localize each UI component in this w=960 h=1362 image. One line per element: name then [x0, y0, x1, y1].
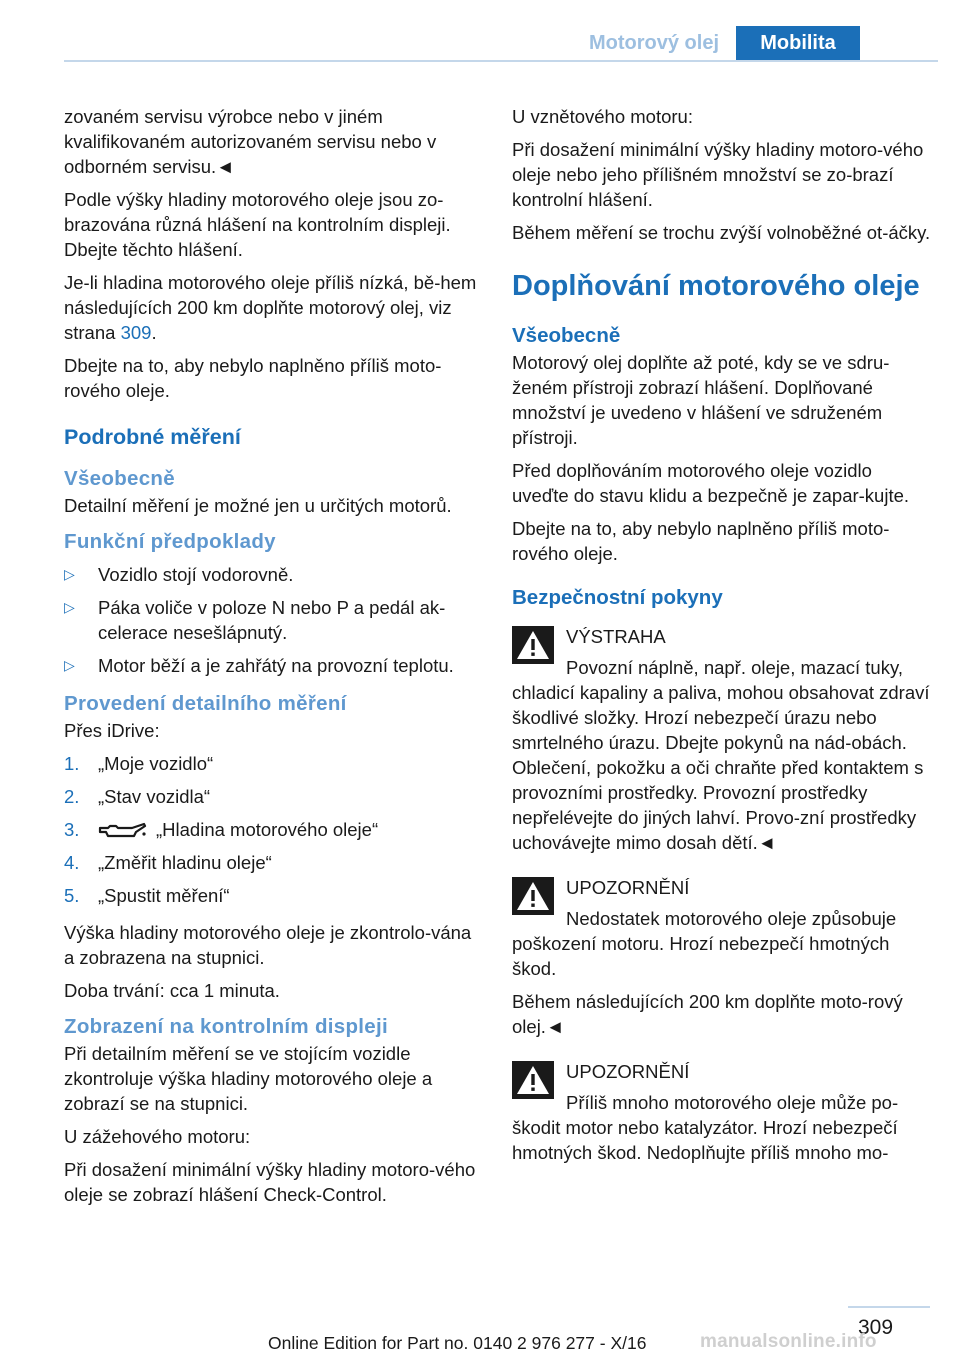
list-item: ▷ Páka voliče v poloze N nebo P a pedál ak‐celerace nesešlápnutý. [64, 597, 446, 643]
notice-text: poškození motoru. Hrozí nebezpečí hmotných škod. [512, 933, 890, 979]
heading-safety-notes: Bezpečnostní pokyny [512, 586, 723, 609]
warning-first-line: Povozní náplně, např. oleje, mazací tuky, [566, 657, 903, 678]
notice-text-2: Během následujících 200 km doplňte moto‐rový olej.◄ [512, 991, 903, 1037]
list-item: ▷ Motor běží a je zahřátý na provozní teplotu. [64, 655, 454, 676]
warning-box [512, 622, 932, 680]
steps-list [64, 751, 484, 908]
footer-edition: Online Edition for Part no. 0140 2 976 277 - X/16 [268, 1333, 647, 1353]
paragraph-messages: Podle výšky hladiny motorového oleje jsou zo‐brazována různá hlášení na kontrolním displeji. Dbejte těchto hlášení. [64, 189, 451, 260]
list-item: ▷ Vozidlo stojí vodorovně. [64, 564, 294, 585]
heading-topping-up: Doplňování motorového oleje [512, 270, 920, 302]
paragraph-detailed-general: Detailní měření je možné jen u určitých motorů. [64, 495, 452, 516]
list-item: 5. „Spustit měření“ [64, 885, 230, 906]
notice-title: UPOZORNĚNÍ [566, 1061, 690, 1082]
paragraph-diesel-minimum: Při dosažení minimální výšky hladiny motoro‐vého oleje nebo jeho přílišném množství se zo‐brazí kontrolní hlášení. [512, 139, 924, 210]
paragraph-duration: Doba trvání: cca 1 minuta. [64, 980, 280, 1001]
warning-text: chladicí kapaliny a paliva, mohou obsahovat zdraví škodlivé složky. Hrozí nebezpečí úrazu nebo smrtelného úrazu. Dbejte pokynů na nád‐obách. Oblečení, pokožku a oči chraňte před kontaktem s provozními prostředky. Provozní prostředky nepřelévejte do jiných lahví. Provo‐zní prostředky uchovávejte mimo dosah dětí.◄ [512, 682, 930, 853]
heading-display: Zobrazení na kontrolním displeji [64, 1015, 388, 1038]
header-chapter-tab: Mobilita [736, 26, 860, 60]
prerequisites-list [64, 562, 484, 678]
header-divider [64, 60, 938, 62]
heading-prerequisites: Funkční předpoklady [64, 530, 276, 553]
warning-triangle-icon [512, 626, 554, 664]
page-link[interactable]: 309 [120, 322, 152, 343]
left-column [64, 104, 484, 1215]
list-item: 2. „Stav vozidla“ [64, 786, 211, 807]
paragraph-topup-park: Před doplňováním motorového oleje vozidlo uveďte do stavu klidu a bezpečně je zapar‐kujte. [512, 460, 910, 506]
notice-box [512, 1057, 932, 1115]
heading-general: Všeobecně [64, 467, 175, 490]
notice-box [512, 873, 932, 931]
notice-text: škodit motor nebo katalyzátor. Hrozí nebezpečí hmotných škod. Nedoplňujte příliš mnoho mo‐ [512, 1117, 898, 1163]
oil-can-icon [98, 821, 148, 841]
paragraph-diesel-engine: U vznětového motoru: [512, 106, 693, 127]
paragraph-overfill: Dbejte na to, aby nebylo naplněno příliš moto‐rového oleje. [64, 355, 442, 401]
list-item: 1. „Moje vozidlo“ [64, 753, 214, 774]
warning-triangle-icon [512, 1061, 554, 1099]
paragraph-topup-overfill: Dbejte na to, aby nebylo naplněno příliš moto‐rového oleje. [512, 518, 890, 564]
paragraph-display: Při detailním měření se ve stojícím vozidle zkontroluje výška hladiny motorového oleje a zobrazí se na stupnici. [64, 1043, 433, 1114]
footer-divider [848, 1306, 930, 1308]
paragraph-petrol-engine: U zážehového motoru: [64, 1126, 251, 1147]
warning-triangle-icon [512, 877, 554, 915]
paragraph-low-level: Je-li hladina motorového oleje příliš nízká, bě‐hem následujících 200 km doplňte motorový olej, viz strana 309. [64, 272, 477, 343]
list-item: 4. „Změřit hladinu oleje“ [64, 852, 272, 873]
bullet-triangle-icon: ▷ [64, 599, 75, 615]
warning-title: VÝSTRAHA [566, 626, 666, 647]
paragraph-petrol-minimum: Při dosažení minimální výšky hladiny motoro‐vého oleje se zobrazí hlášení Check-Control. [64, 1159, 476, 1205]
paragraph-idrive: Přes iDrive: [64, 720, 160, 741]
heading-general: Všeobecně [512, 324, 621, 347]
heading-detailed-measurement: Podrobné měření [64, 425, 241, 449]
right-column [512, 104, 932, 1173]
header-section-label: Motorový olej [588, 32, 719, 54]
watermark: manualsonline.info [700, 1331, 877, 1352]
notice-title: UPOZORNĚNÍ [566, 877, 690, 898]
notice-first-line: Nedostatek motorového oleje způsobuje [566, 908, 897, 929]
paragraph-level-checked: Výška hladiny motorového oleje je zkontrolo‐vána a zobrazena na stupnici. [64, 922, 472, 968]
paragraph-topup-when: Motorový olej doplňte až poté, kdy se ve sdru‐ženém přístroji zobrazí hlášení. Doplňované množství je uvedeno v hlášení ve sdruženém přístroji. [512, 352, 890, 448]
notice-first-line: Příliš mnoho motorového oleje může po‐ [566, 1092, 899, 1113]
list-item: 3. „Hladina motorového oleje“ [64, 819, 379, 840]
bullet-triangle-icon: ▷ [64, 566, 75, 582]
heading-perform-measurement: Provedení detailního měření [64, 692, 347, 715]
bullet-triangle-icon: ▷ [64, 657, 75, 673]
paragraph-service: zovaném servisu výrobce nebo v jiném kvalifikovaném autorizovaném servisu nebo v odborném servisu.◄ [64, 106, 437, 177]
paragraph-idle-speed: Během měření se trochu zvýší volnoběžné ot‐áčky. [512, 222, 931, 243]
page-number: 309 [858, 1316, 894, 1339]
